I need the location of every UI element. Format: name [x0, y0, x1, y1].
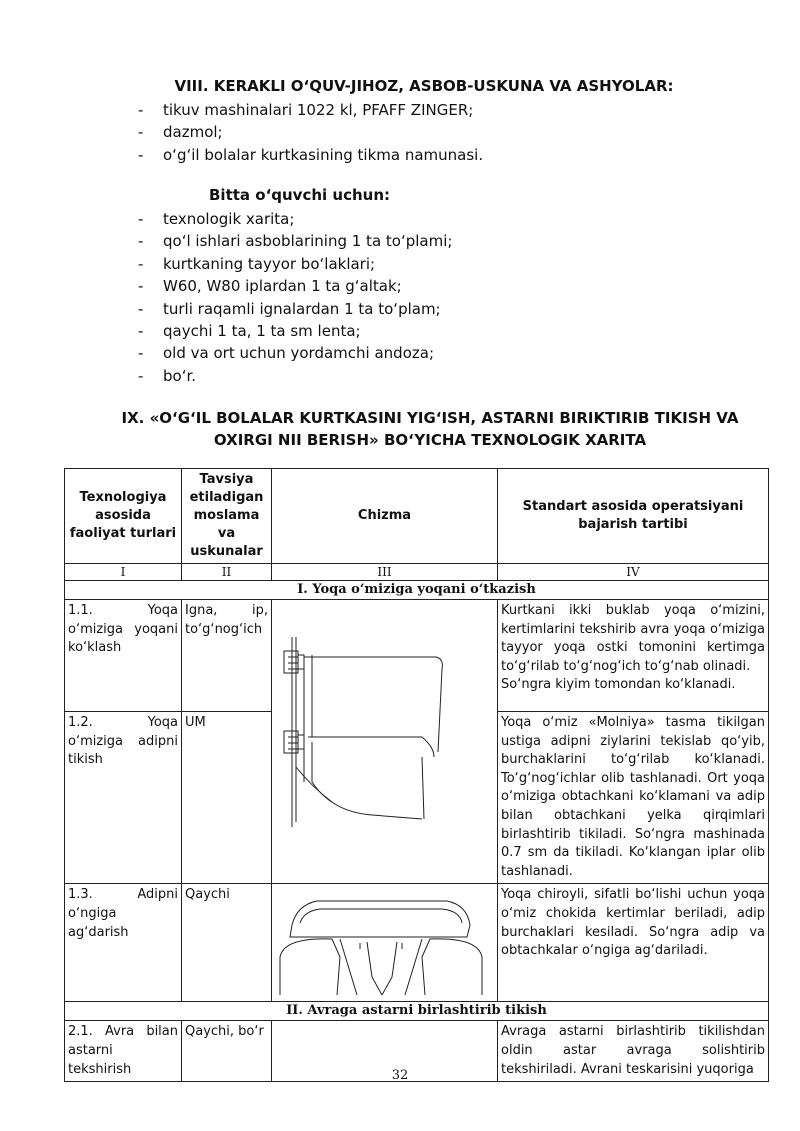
list-item — [138, 208, 452, 230]
collar-diagram-icon — [272, 607, 492, 877]
section-9-title-line1: IX. «O‘G‘IL BOLALAR KURTKASINI YIG‘ISH, ASTARNI BIRIKTIRIB TIKISH VA — [121, 409, 739, 427]
operation-cell: 1.2. Yoqa o‘miziga adipni tikish — [65, 712, 182, 884]
list-item — [138, 121, 483, 143]
list-item-text: turli raqamli ignalardan 1 ta to‘plam; — [163, 299, 441, 318]
tool-cell: UM — [182, 712, 272, 884]
tool-cell: Qaychi, bo‘r — [182, 1021, 272, 1082]
list-item-text: texnologik xarita; — [163, 210, 295, 228]
list-item-text: qo‘l ishlari asboblarining 1 ta to‘plami; — [163, 232, 453, 251]
list-item — [138, 365, 452, 387]
procedure-cell: Yoqa o‘miz «Molniya» tasma tikilgan ustiga adipni ziylarini tekislab qo‘yib, burchaklarini to‘g‘rilab ko‘klanadi. To‘g‘nog‘ichlar olib tashlanadi. Ort yoqa o‘miziga obtachkani ko‘klamani va adip bilan obtachkani yelka qirqimlari birlashtirib tikiladi. So‘ngra mashinada 0.7 sm da tikiladi. Ko‘klangan iplar olib tashlanadi. — [498, 712, 769, 884]
section-2-heading: II. Avraga astarni birlashtirib tikish — [65, 1002, 769, 1021]
list-dash: - — [138, 254, 144, 273]
list-dash: - — [138, 299, 144, 318]
list-item-text: old va ort uchun yordamchi andoza; — [163, 344, 434, 363]
list-item-text: W60, W80 iplardan 1 ta g‘altak; — [163, 277, 402, 296]
section-1-heading: I. Yoqa o‘miziga yoqani o‘tkazish — [65, 581, 769, 600]
list-item-text: tikuv mashinalari 1022 kl, PFAFF ZINGER; — [163, 101, 474, 119]
list-dash: - — [138, 321, 144, 340]
procedure-cell: Yoqa chiroyli, sifatli bo‘lishi uchun yoqa o‘miz chokida kertimlar beriladi, adip burchaklari kesiladi. So‘ngra adip va obtachkalar o‘ngiga ag‘dariladi. — [498, 884, 769, 1002]
list-item — [138, 298, 452, 320]
roman-2: II — [182, 564, 272, 581]
technology-map-table — [64, 468, 769, 1082]
list-item — [138, 253, 452, 275]
list-dash: - — [138, 232, 144, 251]
per-student-subtitle: Bitta o‘quvchi uchun: — [209, 186, 390, 204]
roman-1: I — [65, 564, 182, 581]
collar-turning-drawing — [272, 884, 498, 1002]
section-row — [65, 1002, 769, 1021]
header-tools: Tavsiya etiladigan moslama va uskunalar — [182, 469, 272, 564]
list-item — [138, 230, 452, 252]
list-item-text: bo‘r. — [163, 366, 197, 385]
list-dash: - — [138, 145, 144, 164]
section-8-title: VIII. KERAKLI O‘QUV-JIHOZ, ASBOB-USKUNA VA ASHYOLAR: — [174, 77, 674, 95]
procedure-text-2: So‘ngra kiyim tomondan ko‘klanadi. — [501, 677, 736, 693]
list-dash: - — [138, 344, 144, 363]
equipment-list — [138, 99, 483, 166]
table-header-row — [65, 469, 769, 564]
list-item — [138, 342, 452, 364]
section-9-title — [80, 407, 780, 451]
list-item-text: dazmol; — [163, 123, 223, 142]
list-item-text: qaychi 1 ta, 1 ta sm lenta; — [163, 321, 361, 340]
roman-4: IV — [498, 564, 769, 581]
roman-numeral-row — [65, 564, 769, 581]
section-row — [65, 581, 769, 600]
procedure-cell — [498, 600, 769, 712]
list-item — [138, 320, 452, 342]
list-item — [138, 275, 452, 297]
table-row — [65, 884, 769, 1002]
list-item-text: o‘g‘il bolalar kurtkasining tikma namunasi. — [163, 145, 484, 164]
procedure-cell: Avraga astarni birlashtirib tikilishdan oldin astar avraga solishtirib tekshiriladi. Avrani teskarisini yuqoriga — [498, 1021, 769, 1082]
list-dash: - — [138, 123, 144, 142]
procedure-text: Kurtkani ikki buklab yoqa o‘mizini, kertimlarini tekshirib avra yoqa o‘miziga tayyor yoqa ostki tomonini kertimga to‘g‘rilab to‘g‘nog‘ich to‘g‘nab olinadi. — [501, 603, 765, 674]
list-dash: - — [138, 210, 144, 228]
list-item-text: kurtkaning tayyor bo‘laklari; — [163, 254, 376, 273]
operation-cell: 1.1. Yoqa o‘miziga yoqani ko‘klash — [65, 600, 182, 712]
collar-basting-drawing — [272, 600, 498, 884]
header-activity: Texnologiya asosida faoliyat turlari — [65, 469, 182, 564]
list-dash: - — [138, 101, 144, 119]
header-procedure: Standart asosida operatsiyani bajarish tartibi — [498, 469, 769, 564]
page-number: 32 — [391, 1068, 409, 1083]
table-row — [65, 600, 769, 712]
collar-turning-diagram-icon — [272, 887, 492, 999]
list-dash: - — [138, 366, 144, 385]
operation-cell: 2.1. Avra bilan astarni tekshirish — [65, 1021, 182, 1082]
header-drawing: Chizma — [272, 469, 498, 564]
tool-cell: Igna, ip, to‘g‘nog‘ich — [182, 600, 272, 712]
operation-cell: 1.3. Adipni o‘ngiga ag‘darish — [65, 884, 182, 1002]
per-student-list — [138, 208, 452, 387]
roman-3: III — [272, 564, 498, 581]
list-dash: - — [138, 277, 144, 296]
tool-cell: Qaychi — [182, 884, 272, 1002]
section-9-title-line2: OXIRGI NII BERISH» BO‘YICHA TEXNOLOGIK XARITA — [213, 431, 647, 449]
list-item — [138, 144, 483, 166]
list-item — [138, 99, 483, 121]
